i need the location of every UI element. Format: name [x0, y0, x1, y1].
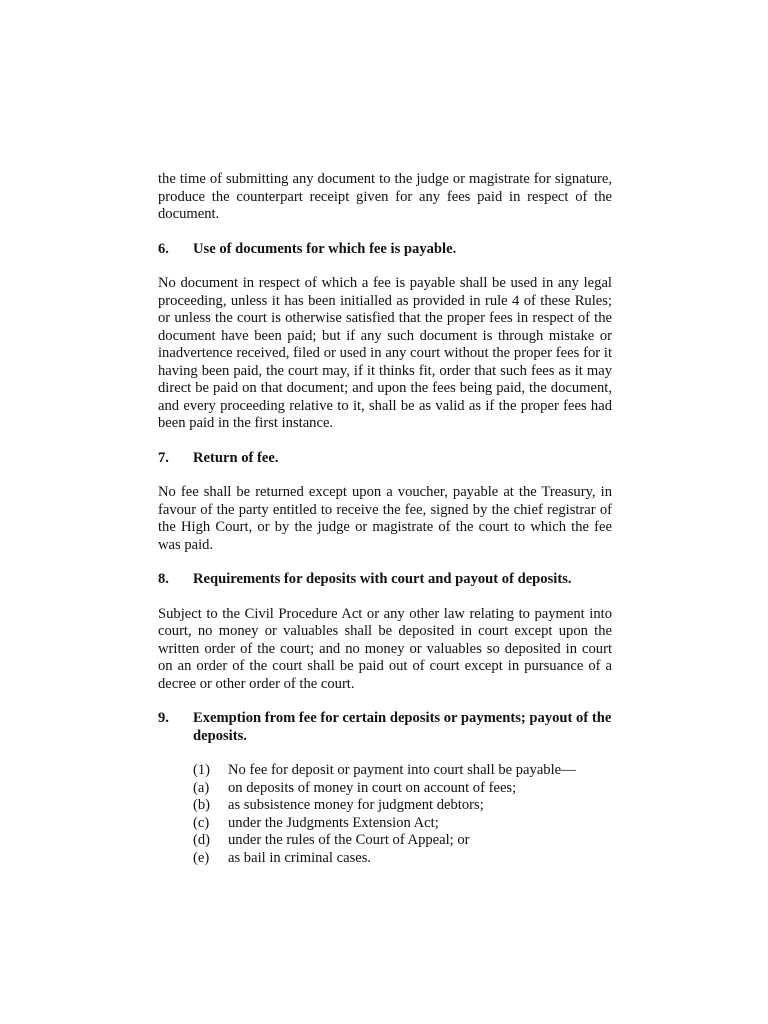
list-item — [158, 780, 612, 798]
section-9-list — [158, 762, 612, 867]
section-number: 7. — [158, 449, 169, 466]
list-item — [158, 797, 612, 815]
section-6-body: No document in respect of which a fee is payable shall be used in any legal proceeding, unless it has been initialled as provided in rule 4 of these Rules; or unless the court is otherwise satisfied that the proper fees in respect of the document have been paid; but if any such document is through mistake or inadvertence received, filed or used in any court without the proper fees for it having been paid, the court may, if it thinks fit, order that such fees as it may direct be paid on that document; and upon the fees being paid, the document, and every proceeding relative to it, shall be as valid as if the proper fees had been paid in the first instance. — [158, 275, 612, 431]
section-title: Return of fee. — [193, 449, 279, 466]
list-item-label: (1) — [193, 762, 211, 778]
section-7-heading — [158, 450, 612, 468]
section-title: Use of documents for which fee is payable. — [193, 240, 457, 257]
list-item-label: (d) — [193, 832, 211, 848]
section-7-body: No fee shall be returned except upon a voucher, payable at the Treasury, in favour of the party entitled to receive the fee, signed by the chief registrar of the High Court, or by the judge or magistrate of the court to which the fee was paid. — [158, 484, 612, 553]
section-title: Exemption from fee for certain deposits or payments; payout of the deposits. — [193, 710, 612, 744]
list-item — [158, 815, 612, 833]
section-number: 9. — [158, 710, 169, 726]
list-item-text: on deposits of money in court on account of fees; — [228, 779, 517, 796]
list-item-text: as subsistence money for judgment debtors; — [228, 797, 484, 813]
list-item — [158, 762, 612, 780]
section-6-heading — [158, 241, 612, 259]
list-item-label: (c) — [193, 814, 210, 831]
list-item — [158, 832, 612, 850]
section-9-heading — [158, 710, 612, 745]
list-item-label: (e) — [193, 849, 210, 866]
section-8-body: Subject to the Civil Procedure Act or any other law relating to payment into court, no money or valuables shall be deposited in court except upon the written order of the court; and no money or valuables so deposited in court on an order of the court shall be paid out of court except in pursuance of a decree or other order of the court. — [158, 605, 612, 692]
section-8-heading — [158, 571, 612, 589]
document-page — [158, 171, 612, 867]
list-item-text: No fee for deposit or payment into court shall be payable— — [228, 762, 576, 778]
list-item-label: (a) — [193, 779, 210, 796]
list-item-label: (b) — [193, 797, 211, 813]
section-number: 8. — [158, 571, 169, 587]
list-item — [158, 850, 612, 868]
section-title: Requirements for deposits with court and payout of deposits. — [193, 571, 572, 587]
intro-paragraph: the time of submitting any document to the judge or magistrate for signature, produce the counterpart receipt given for any fees paid in respect of the document. — [158, 171, 612, 222]
list-item-text: under the Judgments Extension Act; — [228, 814, 439, 831]
list-item-text: under the rules of the Court of Appeal; or — [228, 832, 470, 848]
section-number: 6. — [158, 240, 169, 257]
list-item-text: as bail in criminal cases. — [228, 849, 372, 866]
